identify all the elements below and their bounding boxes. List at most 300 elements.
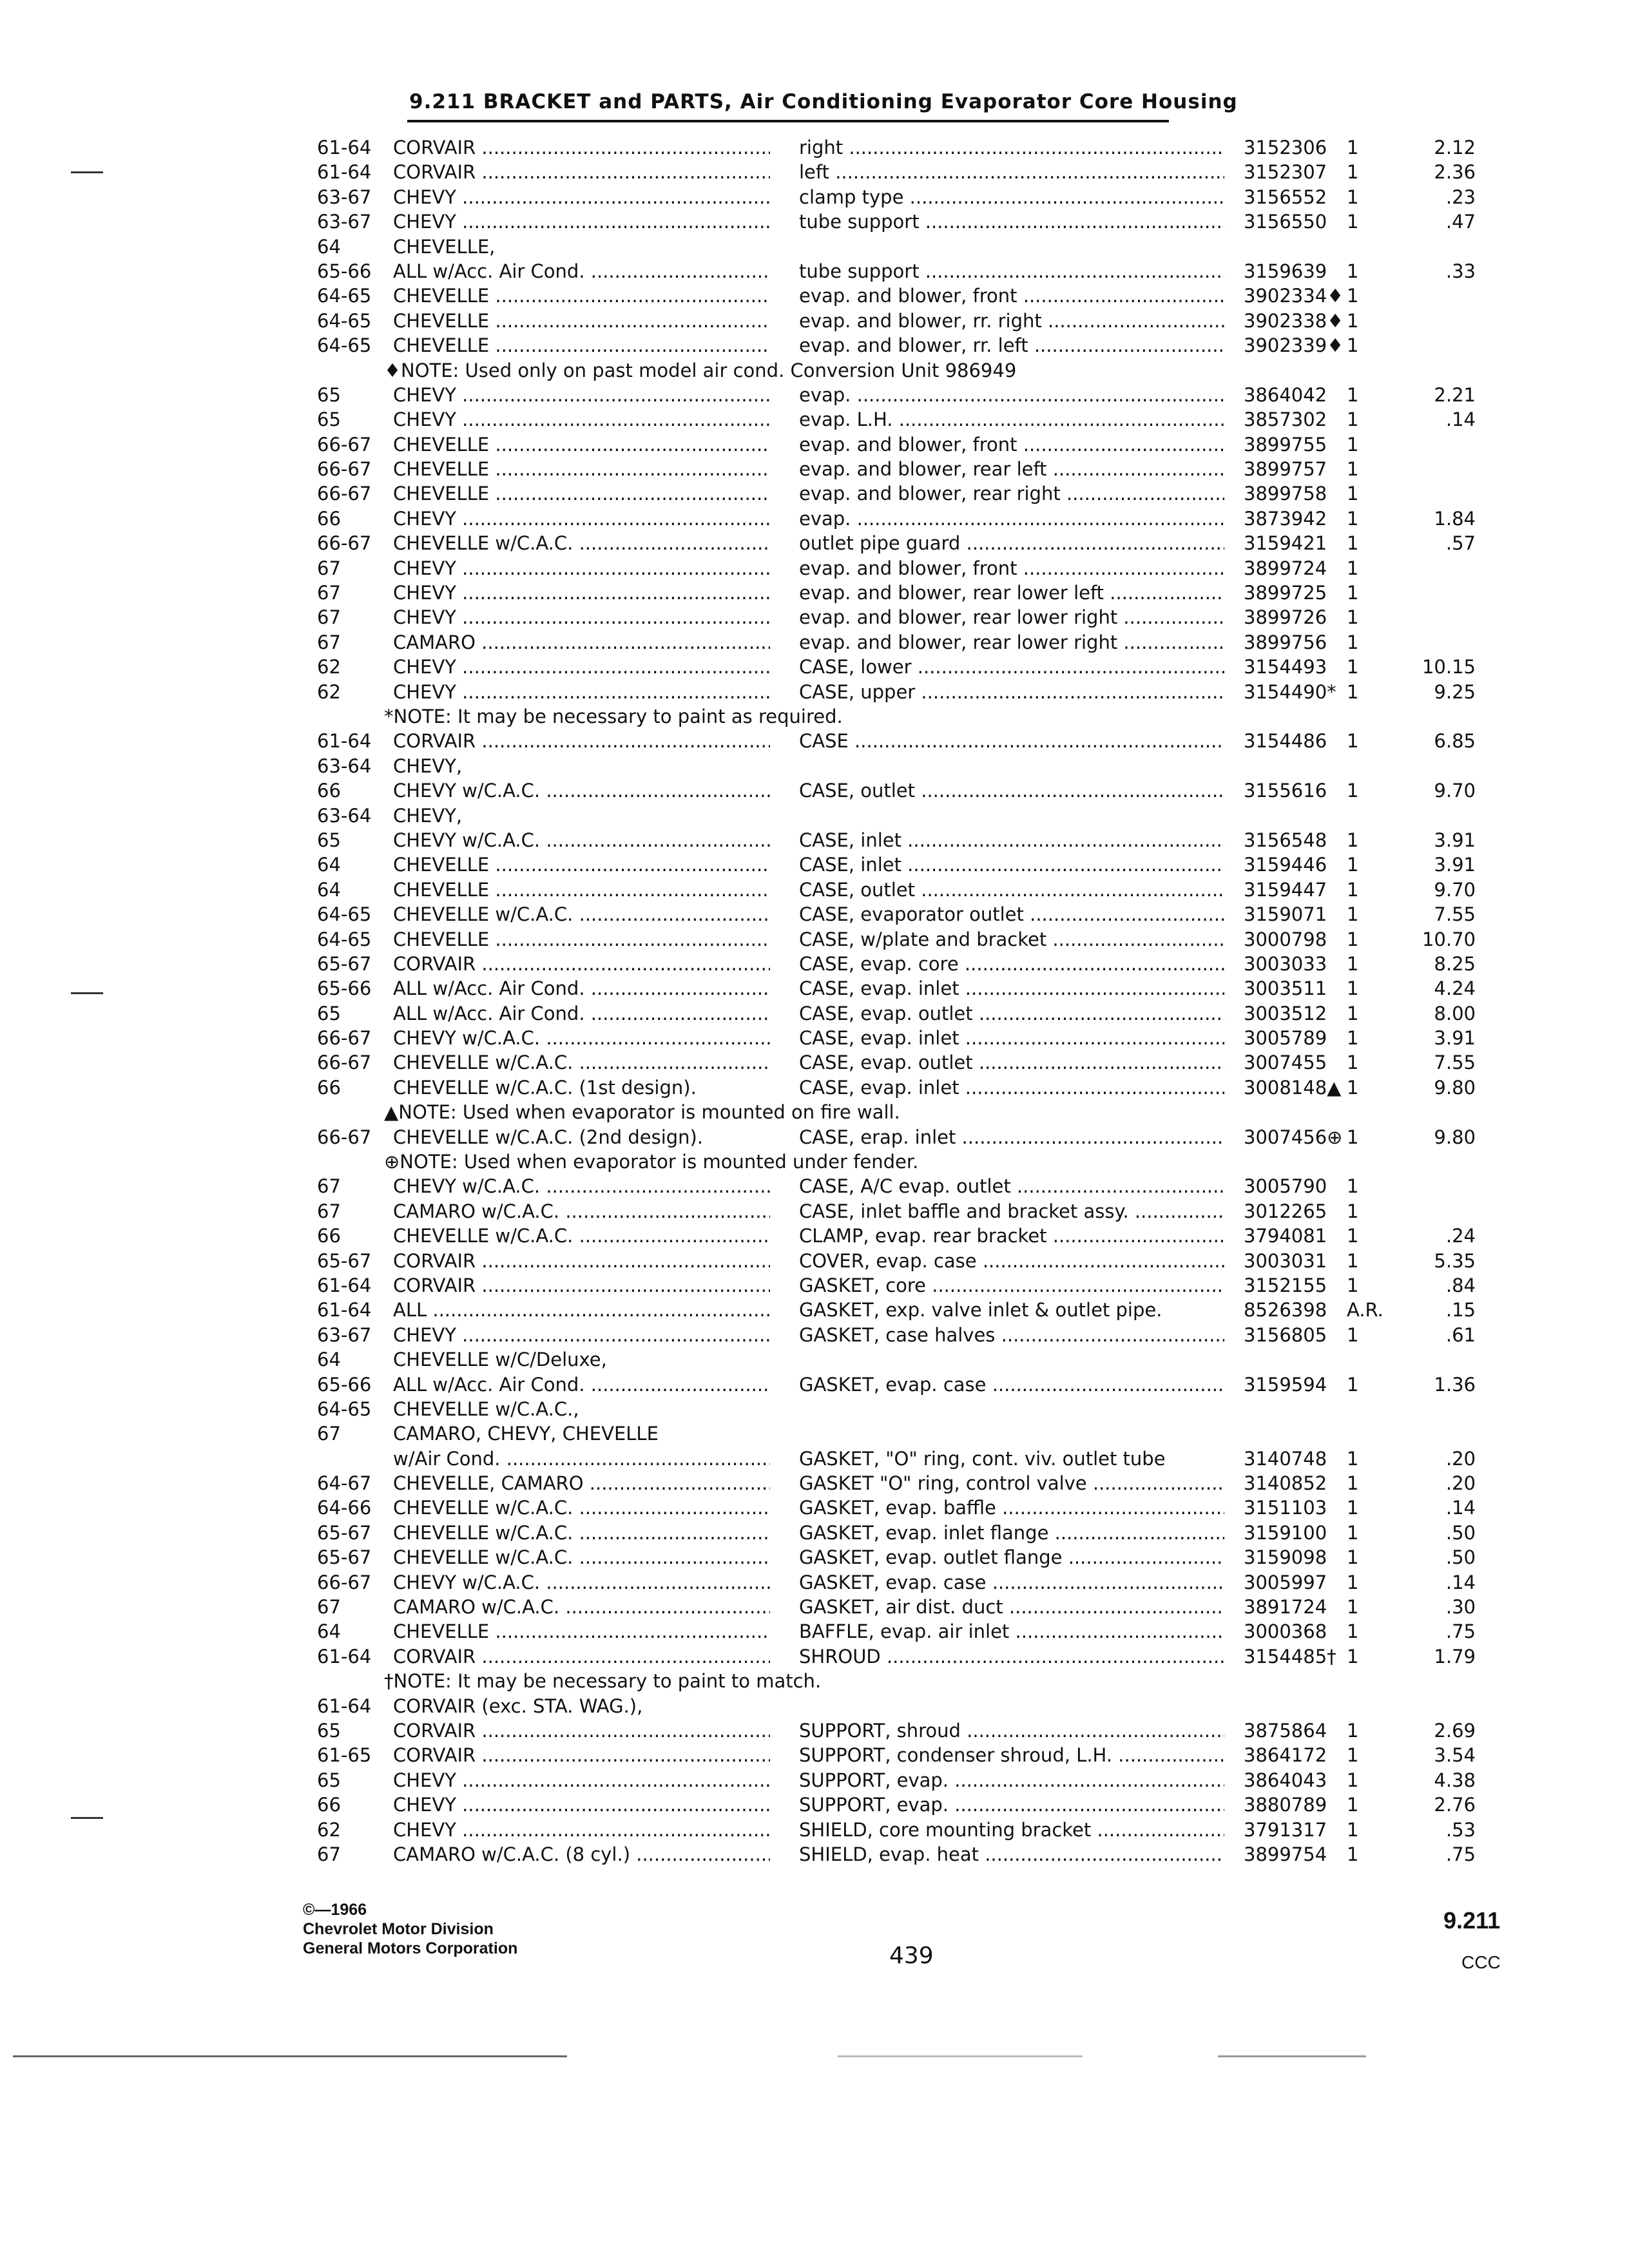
note-row xyxy=(0,1100,1629,1124)
year-cell: 64-67 xyxy=(317,1472,372,1495)
model-cell: CHEVELLE w/C.A.C. ..... xyxy=(393,902,770,927)
part-number-cell: 3152306 xyxy=(1244,137,1327,159)
part-description-cell: evap. and blower, rr. left ..... xyxy=(799,333,1224,358)
model-cell: CORVAIR ..... xyxy=(393,952,770,976)
title-underline xyxy=(407,120,1169,122)
year-cell: 61-64 xyxy=(317,1695,372,1717)
quantity-cell: 1 xyxy=(1347,211,1359,233)
table-row xyxy=(0,1026,1629,1050)
part-number-cell: 3899725 xyxy=(1244,582,1327,604)
table-row xyxy=(0,235,1629,259)
price-cell: .14 xyxy=(1445,1571,1476,1593)
model-cell: CHEVY, xyxy=(393,804,463,827)
price-cell: 3.54 xyxy=(1434,1744,1476,1767)
part-number-cell: 3902339♦ xyxy=(1244,334,1344,357)
price-cell: 2.36 xyxy=(1434,161,1476,184)
part-description-cell: CASE, w/plate and bracket ..... xyxy=(799,927,1224,952)
note-text: ⊕NOTE: Used when evaporator is mounted under fender. xyxy=(384,1151,919,1173)
table-row xyxy=(0,432,1629,457)
table-row xyxy=(0,333,1629,358)
table-row xyxy=(0,729,1629,753)
model-cell: CORVAIR ..... xyxy=(393,1743,770,1767)
table-row xyxy=(0,1570,1629,1595)
copyright-text: ©—1966 xyxy=(303,1901,367,1919)
quantity-cell: 1 xyxy=(1347,309,1359,332)
part-description-cell: evap. and blower, rear lower right ..... xyxy=(799,630,1224,655)
year-cell: 66 xyxy=(317,507,341,530)
part-description-cell: GASKET, evap. case ..... xyxy=(799,1570,1224,1595)
table-row xyxy=(0,878,1629,902)
table-row xyxy=(0,259,1629,284)
price-cell: .15 xyxy=(1445,1299,1476,1321)
quantity-cell: 1 xyxy=(1347,1126,1359,1148)
year-cell: 66-67 xyxy=(317,1126,372,1148)
table-row xyxy=(0,1397,1629,1421)
quantity-cell: 1 xyxy=(1347,582,1359,604)
table-row xyxy=(0,1521,1629,1545)
model-cell: CHEVY ..... xyxy=(393,1323,770,1347)
year-cell: 66-67 xyxy=(317,1571,372,1593)
part-number-cell: 3864172 xyxy=(1244,1744,1327,1767)
part-description-cell: evap. and blower, front ..... xyxy=(799,432,1224,457)
model-cell: CAMARO ..... xyxy=(393,630,770,655)
part-number-cell: 3003031 xyxy=(1244,1249,1327,1272)
year-cell: 64 xyxy=(317,235,341,258)
part-number-cell: 3151103 xyxy=(1244,1497,1327,1519)
page-number: 439 xyxy=(889,1943,934,1969)
table-row xyxy=(0,1768,1629,1792)
parts-table xyxy=(0,135,1629,1867)
part-description-cell: CASE, outlet ..... xyxy=(799,878,1224,902)
part-number-cell: 3899757 xyxy=(1244,458,1327,481)
price-cell: .50 xyxy=(1445,1546,1476,1569)
table-row xyxy=(0,1075,1629,1100)
quantity-cell: 1 xyxy=(1347,1843,1359,1865)
year-cell: 67 xyxy=(317,1200,341,1222)
part-description-cell: evap. ..... xyxy=(799,506,1224,531)
part-description-cell: CLAMP, evap. rear bracket ..... xyxy=(799,1224,1224,1248)
model-cell: CHEVELLE w/C.A.C. ..... xyxy=(393,1224,770,1248)
bottom-rule xyxy=(838,2055,1083,2057)
division-text: Chevrolet Motor Division xyxy=(303,1920,494,1938)
part-description-cell: clamp type ..... xyxy=(799,185,1224,209)
part-number-cell: 3159100 xyxy=(1244,1521,1327,1544)
table-row xyxy=(0,1224,1629,1248)
part-number-cell: 3154490* xyxy=(1244,680,1336,703)
part-description-cell: CASE, inlet baffle and bracket assy. ..... xyxy=(799,1199,1224,1224)
part-description-cell: SHIELD, core mounting bracket ..... xyxy=(799,1818,1224,1842)
part-description-cell: GASKET "O" ring, control valve ..... xyxy=(799,1471,1224,1495)
model-cell: CHEVELLE ..... xyxy=(393,927,770,952)
part-number-cell: 3902334♦ xyxy=(1244,285,1344,307)
year-cell: 65 xyxy=(317,829,341,851)
year-cell: 61-65 xyxy=(317,1744,372,1767)
table-row xyxy=(0,1619,1629,1644)
part-number-cell: 3005997 xyxy=(1244,1571,1327,1593)
table-row xyxy=(0,1446,1629,1471)
part-description-cell: CASE, lower ..... xyxy=(799,655,1224,679)
model-cell: CHEVELLE w/C.A.C. ..... xyxy=(393,1545,770,1570)
model-cell: CHEVY w/C.A.C. ..... xyxy=(393,1570,770,1595)
part-description-cell: CASE, evap. inlet ..... xyxy=(799,1026,1224,1050)
part-number-cell: 3154485† xyxy=(1244,1645,1336,1667)
price-cell: 3.91 xyxy=(1434,829,1476,851)
quantity-cell: 1 xyxy=(1347,1521,1359,1544)
part-number-cell: 3159071 xyxy=(1244,903,1327,926)
price-cell: 2.69 xyxy=(1434,1720,1476,1742)
part-number-cell: 3791317 xyxy=(1244,1818,1327,1841)
part-number-cell: 3003033 xyxy=(1244,952,1327,975)
year-cell: 64-65 xyxy=(317,309,372,332)
part-description-cell: GASKET, "O" ring, cont. viv. outlet tube xyxy=(799,1447,1166,1470)
part-number-cell: 3007456⊕ xyxy=(1244,1126,1343,1148)
part-description-cell: SUPPORT, evap. ..... xyxy=(799,1768,1224,1792)
quantity-cell: 1 xyxy=(1347,458,1359,481)
quantity-cell: 1 xyxy=(1347,829,1359,851)
price-cell: 4.24 xyxy=(1434,977,1476,1000)
table-row xyxy=(0,1050,1629,1075)
table-row xyxy=(0,135,1629,160)
price-cell: 3.91 xyxy=(1434,854,1476,876)
year-cell: 64 xyxy=(317,1620,341,1643)
year-cell: 66 xyxy=(317,780,341,802)
quantity-cell: 1 xyxy=(1347,1323,1359,1346)
part-number-cell: 3140852 xyxy=(1244,1472,1327,1495)
part-number-cell: 3899756 xyxy=(1244,631,1327,653)
price-cell: 2.76 xyxy=(1434,1794,1476,1816)
model-cell: CHEVELLE ..... xyxy=(393,481,770,506)
table-row xyxy=(0,1273,1629,1298)
note-row xyxy=(0,704,1629,729)
part-description-cell: right ..... xyxy=(799,135,1224,160)
table-row xyxy=(0,1792,1629,1817)
quantity-cell: 1 xyxy=(1347,1447,1359,1470)
model-cell: CHEVELLE ..... xyxy=(393,309,770,333)
part-number-cell: 3003512 xyxy=(1244,1002,1327,1024)
price-cell: 1.84 xyxy=(1434,507,1476,530)
quantity-cell: 1 xyxy=(1347,878,1359,901)
part-description-cell: BAFFLE, evap. air inlet ..... xyxy=(799,1619,1224,1644)
table-row xyxy=(0,1818,1629,1842)
part-description-cell: SUPPORT, shroud ..... xyxy=(799,1718,1224,1743)
part-number-cell: 3899726 xyxy=(1244,606,1327,629)
quantity-cell: 1 xyxy=(1347,1794,1359,1816)
price-cell: .47 xyxy=(1445,211,1476,233)
table-row xyxy=(0,1694,1629,1718)
table-row xyxy=(0,1421,1629,1446)
part-description-cell: CASE, evap. inlet ..... xyxy=(799,1075,1224,1100)
part-number-cell: 3140748 xyxy=(1244,1447,1327,1470)
note-row xyxy=(0,1669,1629,1693)
year-cell: 65 xyxy=(317,1002,341,1024)
part-description-cell: CASE, evap. core ..... xyxy=(799,952,1224,976)
table-row xyxy=(0,506,1629,531)
quantity-cell: 1 xyxy=(1347,433,1359,456)
quantity-cell: 1 xyxy=(1347,1720,1359,1742)
model-cell: CORVAIR ..... xyxy=(393,1273,770,1298)
year-cell: 65 xyxy=(317,1769,341,1791)
quantity-cell: 1 xyxy=(1347,285,1359,307)
model-cell: CORVAIR ..... xyxy=(393,1249,770,1273)
model-cell: CHEVY w/C.A.C. ..... xyxy=(393,1026,770,1050)
part-number-cell: 3899724 xyxy=(1244,557,1327,579)
model-cell: CHEVY w/C.A.C. ..... xyxy=(393,828,770,852)
model-cell: CHEVY ..... xyxy=(393,1792,770,1817)
part-number-cell: 3902338♦ xyxy=(1244,309,1344,332)
quantity-cell: 1 xyxy=(1347,1249,1359,1272)
model-cell: CHEVELLE w/C.A.C. ..... xyxy=(393,531,770,555)
year-cell: 63-67 xyxy=(317,1323,372,1346)
part-number-cell: 3864042 xyxy=(1244,383,1327,406)
price-cell: .14 xyxy=(1445,408,1476,431)
quantity-cell: 1 xyxy=(1347,1645,1359,1667)
year-cell: 65-67 xyxy=(317,1546,372,1569)
part-description-cell: outlet pipe guard ..... xyxy=(799,531,1224,555)
part-description-cell: GASKET, evap. case ..... xyxy=(799,1372,1224,1397)
part-number-cell: 8526398 xyxy=(1244,1299,1327,1321)
year-cell: 62 xyxy=(317,1818,341,1841)
part-number-cell: 3891724 xyxy=(1244,1596,1327,1619)
model-cell: CHEVELLE w/C.A.C. ..... xyxy=(393,1521,770,1545)
year-cell: 61-64 xyxy=(317,730,372,753)
quantity-cell: 1 xyxy=(1347,260,1359,282)
table-row xyxy=(0,927,1629,952)
part-description-cell: evap. and blower, rr. right ..... xyxy=(799,309,1224,333)
part-number-cell: 3159446 xyxy=(1244,854,1327,876)
model-cell: CORVAIR ..... xyxy=(393,160,770,184)
part-number-cell: 3794081 xyxy=(1244,1225,1327,1247)
part-number-cell: 3152307 xyxy=(1244,161,1327,184)
part-number-cell: 3156552 xyxy=(1244,186,1327,208)
price-cell: .53 xyxy=(1445,1818,1476,1841)
quantity-cell: A.R. xyxy=(1347,1299,1383,1321)
price-cell: .14 xyxy=(1445,1497,1476,1519)
year-cell: 61-64 xyxy=(317,1299,372,1321)
part-description-cell: CASE, upper ..... xyxy=(799,680,1224,704)
model-cell: CAMARO w/C.A.C. ..... xyxy=(393,1595,770,1619)
table-row xyxy=(0,1545,1629,1570)
quantity-cell: 1 xyxy=(1347,903,1359,926)
price-cell: .24 xyxy=(1445,1225,1476,1247)
table-row xyxy=(0,1174,1629,1198)
model-cell: CHEVY ..... xyxy=(393,1818,770,1842)
table-row xyxy=(0,1718,1629,1743)
year-cell: 67 xyxy=(317,1843,341,1865)
model-cell: CHEVELLE ..... xyxy=(393,457,770,481)
table-row xyxy=(0,1323,1629,1347)
year-cell: 64-65 xyxy=(317,1398,372,1420)
model-cell: CHEVELLE, CAMARO ..... xyxy=(393,1471,770,1495)
year-cell: 66-67 xyxy=(317,458,372,481)
note-text: *NOTE: It may be necessary to paint as required. xyxy=(384,705,843,727)
quantity-cell: 1 xyxy=(1347,507,1359,530)
part-description-cell: GASKET, evap. outlet flange ..... xyxy=(799,1545,1224,1570)
table-row xyxy=(0,952,1629,976)
part-description-cell: GASKET, evap. inlet flange ..... xyxy=(799,1521,1224,1545)
year-cell: 65-66 xyxy=(317,977,372,1000)
model-cell: CHEVY ..... xyxy=(393,185,770,209)
quantity-cell: 1 xyxy=(1347,483,1359,505)
part-description-cell: tube support ..... xyxy=(799,259,1224,284)
part-number-cell: 3159447 xyxy=(1244,878,1327,901)
year-cell: 66-67 xyxy=(317,1027,372,1050)
table-row xyxy=(0,1743,1629,1767)
part-description-cell: GASKET, evap. baffle ..... xyxy=(799,1495,1224,1520)
model-cell: CORVAIR (exc. STA. WAG.), xyxy=(393,1695,643,1717)
year-cell: 66-67 xyxy=(317,433,372,456)
part-description-cell: evap. L.H. ..... xyxy=(799,407,1224,432)
year-cell: 61-64 xyxy=(317,1645,372,1667)
price-cell: .84 xyxy=(1445,1274,1476,1296)
part-description-cell: CASE, erap. inlet ..... xyxy=(799,1125,1224,1149)
note-text: ▲NOTE: Used when evaporator is mounted on fire wall. xyxy=(384,1101,900,1124)
year-cell: 67 xyxy=(317,582,341,604)
price-cell: .20 xyxy=(1445,1472,1476,1495)
part-description-cell: SHROUD ..... xyxy=(799,1644,1224,1669)
price-cell: 6.85 xyxy=(1434,730,1476,753)
price-cell: 9.70 xyxy=(1434,878,1476,901)
model-cell: CHEVELLE w/C.A.C., xyxy=(393,1398,579,1420)
table-row xyxy=(0,284,1629,308)
year-cell: 62 xyxy=(317,656,341,678)
price-cell: .61 xyxy=(1445,1323,1476,1346)
model-cell: CHEVELLE ..... xyxy=(393,1619,770,1644)
quantity-cell: 1 xyxy=(1347,977,1359,1000)
part-number-cell: 3007455 xyxy=(1244,1052,1327,1074)
model-cell: w/Air Cond. ..... xyxy=(393,1446,770,1471)
part-description-cell: CASE, inlet ..... xyxy=(799,828,1224,852)
part-number-cell: 3155616 xyxy=(1244,780,1327,802)
model-cell: CORVAIR ..... xyxy=(393,1644,770,1669)
quantity-cell: 1 xyxy=(1347,631,1359,653)
model-cell: CHEVY ..... xyxy=(393,556,770,581)
part-number-cell: 3159421 xyxy=(1244,532,1327,555)
year-cell: 65 xyxy=(317,408,341,431)
part-number-cell: 3857302 xyxy=(1244,408,1327,431)
part-description-cell: SUPPORT, evap. ..... xyxy=(799,1792,1224,1817)
quantity-cell: 1 xyxy=(1347,1052,1359,1074)
price-cell: .75 xyxy=(1445,1620,1476,1643)
quantity-cell: 1 xyxy=(1347,1744,1359,1767)
year-cell: 64 xyxy=(317,1349,341,1371)
quantity-cell: 1 xyxy=(1347,137,1359,159)
price-cell: .30 xyxy=(1445,1596,1476,1619)
year-cell: 65-66 xyxy=(317,260,372,282)
model-cell: ALL ..... xyxy=(393,1298,770,1322)
price-cell: 9.80 xyxy=(1434,1126,1476,1148)
part-number-cell: 3159594 xyxy=(1244,1373,1327,1396)
part-number-cell: 3005789 xyxy=(1244,1027,1327,1050)
quantity-cell: 1 xyxy=(1347,161,1359,184)
quantity-cell: 1 xyxy=(1347,1027,1359,1050)
part-description-cell: CASE, inlet ..... xyxy=(799,852,1224,877)
part-description-cell: CASE, A/C evap. outlet ..... xyxy=(799,1174,1224,1198)
quantity-cell: 1 xyxy=(1347,780,1359,802)
model-cell: CHEVY ..... xyxy=(393,209,770,234)
table-row xyxy=(0,680,1629,704)
part-description-cell: CASE ..... xyxy=(799,729,1224,753)
table-row xyxy=(0,778,1629,803)
quantity-cell: 1 xyxy=(1347,1497,1359,1519)
table-row xyxy=(0,1495,1629,1520)
part-description-cell: evap. and blower, rear right ..... xyxy=(799,481,1224,506)
table-row xyxy=(0,1644,1629,1669)
quantity-cell: 1 xyxy=(1347,334,1359,357)
price-cell: .33 xyxy=(1445,260,1476,282)
quantity-cell: 1 xyxy=(1347,656,1359,678)
part-number-cell: 3156550 xyxy=(1244,211,1327,233)
quantity-cell: 1 xyxy=(1347,680,1359,703)
year-cell: 65 xyxy=(317,383,341,406)
year-cell: 67 xyxy=(317,631,341,653)
quantity-cell: 1 xyxy=(1347,1818,1359,1841)
price-cell: 9.25 xyxy=(1434,680,1476,703)
year-cell: 66 xyxy=(317,1794,341,1816)
model-cell: CHEVY w/C.A.C. ..... xyxy=(393,1174,770,1198)
part-description-cell: GASKET, air dist. duct ..... xyxy=(799,1595,1224,1619)
bottom-rule xyxy=(13,2055,567,2057)
price-cell: 10.15 xyxy=(1422,656,1476,678)
year-cell: 64-66 xyxy=(317,1497,372,1519)
part-description-cell: GASKET, case halves ..... xyxy=(799,1323,1224,1347)
model-cell: CHEVELLE ..... xyxy=(393,878,770,902)
note-row xyxy=(0,1149,1629,1174)
quantity-cell: 1 xyxy=(1347,1596,1359,1619)
table-row xyxy=(0,407,1629,432)
part-number-cell: 3154493 xyxy=(1244,656,1327,678)
year-cell: 64-65 xyxy=(317,928,372,950)
model-cell: CHEVELLE ..... xyxy=(393,432,770,457)
part-number-cell: 3899755 xyxy=(1244,433,1327,456)
year-cell: 66 xyxy=(317,1225,341,1247)
quantity-cell: 1 xyxy=(1347,1175,1359,1198)
year-cell: 67 xyxy=(317,1596,341,1619)
quantity-cell: 1 xyxy=(1347,1769,1359,1791)
section-number: 9.211 xyxy=(1443,1907,1501,1934)
part-description-cell: evap. and blower, front ..... xyxy=(799,284,1224,308)
table-row xyxy=(0,828,1629,852)
quantity-cell: 1 xyxy=(1347,952,1359,975)
bottom-rule xyxy=(1218,2055,1366,2057)
part-number-cell: 3000798 xyxy=(1244,928,1327,950)
price-cell: 8.25 xyxy=(1434,952,1476,975)
part-description-cell: CASE, evap. inlet ..... xyxy=(799,976,1224,1001)
price-cell: 7.55 xyxy=(1434,903,1476,926)
table-row xyxy=(0,1298,1629,1322)
year-cell: 64-65 xyxy=(317,285,372,307)
table-row xyxy=(0,655,1629,679)
quantity-cell: 1 xyxy=(1347,854,1359,876)
part-number-cell: 3875864 xyxy=(1244,1720,1327,1742)
table-row xyxy=(0,852,1629,877)
part-number-cell: 3899754 xyxy=(1244,1843,1327,1865)
model-cell: CAMARO w/C.A.C. ..... xyxy=(393,1199,770,1224)
quantity-cell: 1 xyxy=(1347,1002,1359,1024)
price-cell: 1.79 xyxy=(1434,1645,1476,1667)
year-cell: 65-67 xyxy=(317,1249,372,1272)
model-cell: CHEVELLE w/C.A.C. (1st design). xyxy=(393,1076,697,1099)
model-cell: ALL w/Acc. Air Cond. ..... xyxy=(393,1372,770,1397)
model-cell: CORVAIR ..... xyxy=(393,135,770,160)
model-cell: CHEVELLE w/C.A.C. ..... xyxy=(393,1050,770,1075)
price-cell: 10.70 xyxy=(1422,928,1476,950)
part-number-cell: 3008148▲ xyxy=(1244,1076,1342,1099)
model-cell: ALL w/Acc. Air Cond. ..... xyxy=(393,976,770,1001)
table-row xyxy=(0,556,1629,581)
year-cell: 61-64 xyxy=(317,161,372,184)
year-cell: 62 xyxy=(317,680,341,703)
part-number-cell: 3156805 xyxy=(1244,1323,1327,1346)
